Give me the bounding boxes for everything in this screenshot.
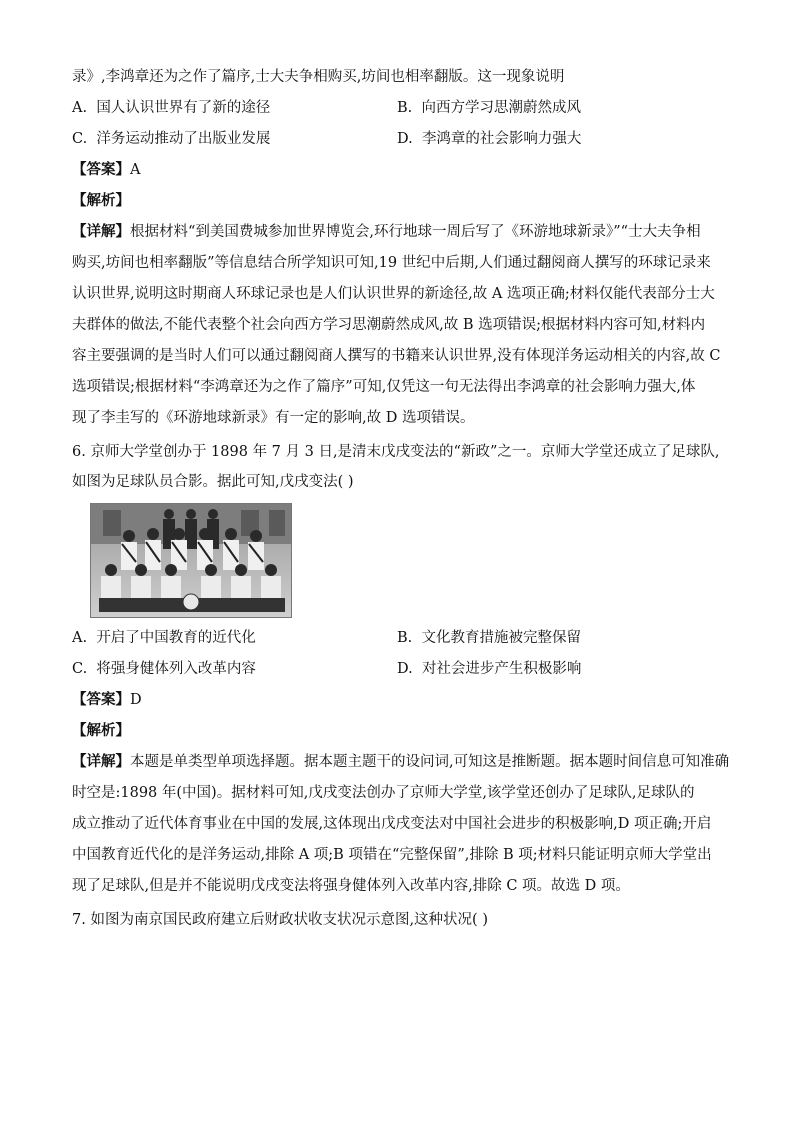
q5-detail-line-3: 认识世界,说明这时期商人环球记录也是人们认识世界的新途径,故 A 选项正确;材料仅能代表部分士大 [72, 286, 715, 302]
q6-stem-line-1: 6. 京师大学堂创办于 1898 年 7 月 3 日,是清末戊戌变法的“新政”之一。京师大学堂还成立了足球队, [72, 444, 720, 460]
football-team-photo-drawing [91, 504, 291, 617]
q6-option-c: C. 将强身健体列入改革内容 [72, 661, 256, 677]
football-team-photo [90, 503, 292, 618]
q5-detail-line-5: 容主要强调的是当时人们可以通过翻阅商人撰写的书籍来认识世界,没有体现洋务运动相关的内容,故 C [72, 348, 721, 364]
q5-detail-line-7: 现了李圭写的《环游地球新录》有一定的影响,故 D 选项错误。 [72, 410, 475, 426]
q5-detail-line-6: 选项错误;根据材料“李鸿章还为之作了篇序”可知,仅凭这一句无法得出李鸿章的社会影响力强大,体 [72, 379, 696, 395]
q5-answer-tag: 【答案】 [72, 161, 130, 178]
q5-option-d: D. 李鸿章的社会影响力强大 [397, 131, 582, 147]
q5-detail-line-1: 【详解】根据材料“到美国费城参加世界博览会,环行地球一周后写了《环游地球新录》”“士大夫争相 [72, 223, 701, 240]
q5-detail-line-2: 购买,坊间也相率翻版”等信息结合所学知识可知,19 世纪中后期,人们通过翻阅商人撰写的环球记录来 [72, 255, 711, 271]
q6-stem-line-2: 如图为足球队员合影。据此可知,戊戌变法( ) [72, 474, 354, 490]
q5-stem-tail: 录》,李鸿章还为之作了篇序,士大夫争相购买,坊间也相率翻版。这一现象说明 [72, 69, 565, 85]
q5-option-a: A. 国人认识世界有了新的途径 [72, 100, 271, 116]
q6-detail-line-2: 时空是:1898 年(中国)。据材料可知,戊戌变法创办了京师大学堂,该学堂还创办了足球队,足球队的 [72, 785, 695, 801]
q5-detail-tag: 【详解】 [72, 223, 130, 240]
q6-answer-value: D [130, 692, 142, 708]
q5-option-c: C. 洋务运动推动了出版业发展 [72, 131, 271, 147]
q7-stem: 7. 如图为南京国民政府建立后财政状收支状况示意图,这种状况( ) [72, 912, 488, 928]
q5-answer [72, 160, 724, 180]
q6-option-a: A. 开启了中国教育的近代化 [72, 630, 256, 646]
q6-detail-line-1: 【详解】本题是单类型单项选择题。据本题主题干的设问词,可知这是推断题。据本题时间信息可知准确 [72, 753, 730, 770]
q6-option-d: D. 对社会进步产生积极影响 [397, 661, 582, 677]
q6-answer [72, 690, 724, 710]
q5-answer-value: A [130, 162, 141, 178]
q5-analysis-label: 【解析】 [72, 192, 130, 209]
q6-detail-line-3: 成立推动了近代体育事业在中国的发展,这体现出戊戌变法对中国社会进步的积极影响,D 项正确;开启 [72, 816, 712, 832]
q6-option-b: B. 文化教育措施被完整保留 [397, 630, 581, 646]
q6-detail-line-4: 中国教育近代化的是洋务运动,排除 A 项;B 项错在“完整保留”,排除 B 项;材料只能证明京师大学堂出 [72, 847, 712, 863]
q6-detail-tag: 【详解】 [72, 753, 130, 770]
q6-answer-tag: 【答案】 [72, 691, 130, 708]
q6-analysis-label: 【解析】 [72, 722, 130, 739]
q6-detail-line-5: 现了足球队,但是并不能说明戊戌变法将强身健体列入改革内容,排除 C 项。故选 D 项。 [72, 878, 630, 894]
q5-option-b: B. 向西方学习思潮蔚然成风 [397, 100, 581, 116]
q5-detail-line-4: 夫群体的做法,不能代表整个社会向西方学习思潮蔚然成风,故 B 选项错误;根据材料内容可知,材料内 [72, 317, 706, 333]
